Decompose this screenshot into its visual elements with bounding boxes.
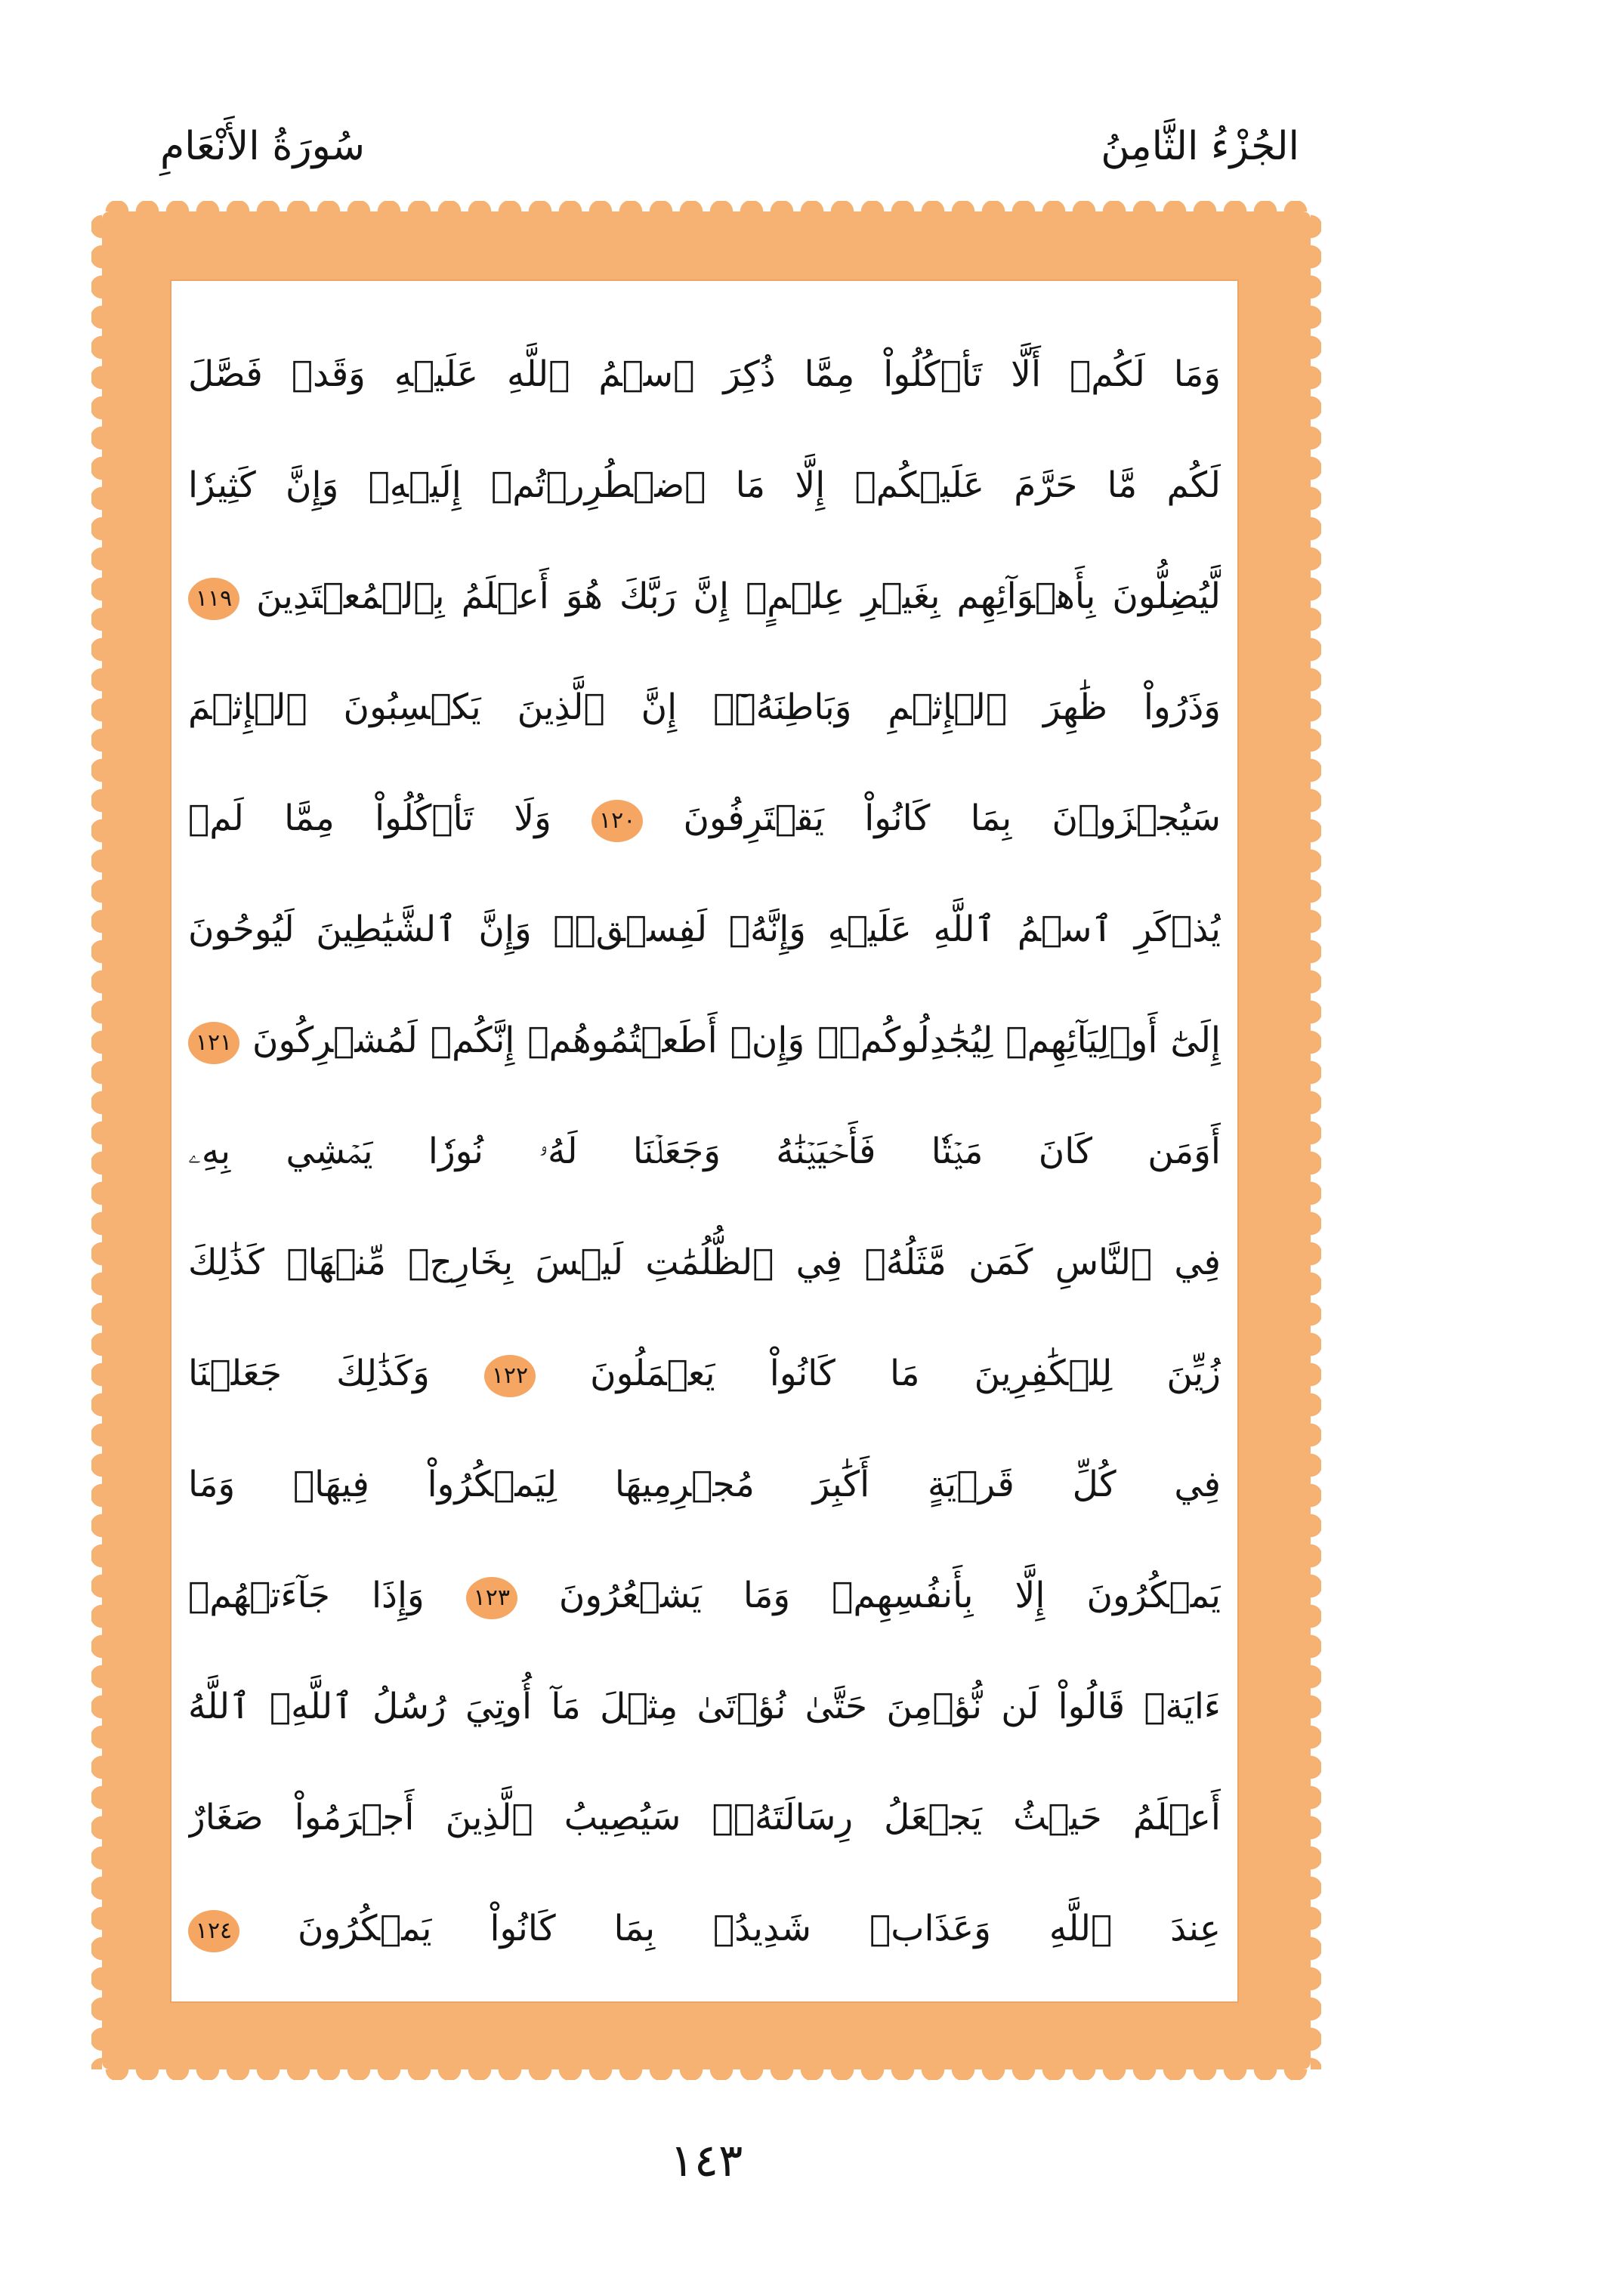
verse-text: وَمَا لَكُمۡ أَلَّا تَأۡكُلُواْ مِمَّا ذُكِرَ ٱسۡمُ ٱللَّهِ عَلَيۡهِ وَقَدۡ فَصَّلَ [188, 353, 1221, 395]
text-line [188, 1540, 1221, 1651]
text-line [188, 763, 1221, 874]
text-line [188, 1318, 1221, 1429]
frame-scallop-top [102, 201, 1311, 211]
ornamental-frame [102, 211, 1311, 2069]
verse-text: فِي ٱلنَّاسِ كَمَن مَّثَلُهُۥ فِي ٱلظُّلُمَٰتِ لَيۡسَ بِخَارِجٖ مِّنۡهَاۚ كَذَٰلِكَ [188, 1242, 1221, 1283]
verse-text: يَمۡكُرُونَ إِلَّا بِأَنفُسِهِمۡ وَمَا يَشۡعُرُونَ [558, 1575, 1221, 1616]
verse-text: لَّيُضِلُّونَ بِأَهۡوَآئِهِم بِغَيۡرِ عِلۡمٍۚ إِنَّ رَبَّكَ هُوَ أَعۡلَمُ بِٱلۡمُعۡتَدِينَ [256, 576, 1221, 617]
frame-scallop-left [91, 211, 102, 2069]
surah-title: سُورَةُ الأَنْعَامِ [160, 124, 366, 169]
text-line [188, 652, 1221, 763]
text-line [188, 1873, 1221, 1984]
verse-text: وَلَا تَأۡكُلُواْ مِمَّا لَمۡ [188, 798, 551, 839]
verse-text: سَيُجۡزَوۡنَ بِمَا كَانُواْ يَقۡتَرِفُونَ [683, 798, 1221, 839]
text-line [188, 1651, 1221, 1762]
verse-text: أَعۡلَمُ حَيۡثُ يَجۡعَلُ رِسَالَتَهُۥۗ سَيُصِيبُ ٱلَّذِينَ أَجۡرَمُواْ صَغَارٌ [188, 1797, 1221, 1838]
verse-text: فِي كُلِّ قَرۡيَةٍ أَكَٰبِرَ مُجۡرِمِيهَا لِيَمۡكُرُواْ فِيهَاۖ وَمَا [188, 1464, 1221, 1505]
juz-title: الجُزْءُ الثَّامِنُ [1101, 124, 1299, 169]
verse-text: يُذۡكَرِ ٱسۡمُ ٱللَّهِ عَلَيۡهِ وَإِنَّهُۥ لَفِسۡقٞۗ وَإِنَّ ٱلشَّيَٰطِينَ لَيُوحُونَ [188, 909, 1221, 950]
text-line [188, 430, 1221, 541]
verse-text: وَذَرُواْ ظَٰهِرَ ٱلۡإِثۡمِ وَبَاطِنَهُۥٓۚ إِنَّ ٱلَّذِينَ يَكۡسِبُونَ ٱلۡإِثۡمَ [188, 687, 1221, 728]
frame-scallop-bottom [102, 2069, 1311, 2080]
frame-scallop-right [1311, 211, 1321, 2069]
verse-number-marker: ١٢٤ [188, 1910, 239, 1952]
text-panel [171, 281, 1237, 2001]
verse-number-marker: ١٢٣ [466, 1577, 517, 1619]
verse-number-marker: ١٢١ [188, 1022, 239, 1064]
verse-text: وَكَذَٰلِكَ جَعَلۡنَا [188, 1353, 430, 1394]
verse-text: زُيِّنَ لِلۡكَٰفِرِينَ مَا كَانُواْ يَعۡمَلُونَ [590, 1353, 1221, 1394]
verse-text: وَإِذَا جَآءَتۡهُمۡ [188, 1575, 425, 1616]
text-line [188, 874, 1221, 985]
verse-text: أَوَمَن كَانَ مَيۡتٗا فَأَحۡيَيۡنَٰهُ وَجَعَلۡنَا لَهُۥ نُورٗا يَمۡشِي بِهِۦ [188, 1131, 1221, 1172]
verse-number-marker: ١١٩ [188, 578, 239, 620]
verse-text: عِندَ ٱللَّهِ وَعَذَابٞ شَدِيدُۢ بِمَا كَانُواْ يَمۡكُرُونَ [297, 1908, 1221, 1949]
verse-number-marker: ١٢٢ [484, 1355, 536, 1397]
text-line [188, 541, 1221, 652]
page-number: ١٤٣ [669, 2134, 743, 2187]
verse-text: إِلَىٰٓ أَوۡلِيَآئِهِمۡ لِيُجَٰدِلُوكُمۡۖ وَإِنۡ أَطَعۡتُمُوهُمۡ إِنَّكُمۡ لَمُشۡرِكُونَ [252, 1020, 1221, 1061]
text-line [188, 1207, 1221, 1318]
text-line [188, 319, 1221, 430]
text-line [188, 985, 1221, 1096]
verse-text: ءَايَةٞ قَالُواْ لَن نُّؤۡمِنَ حَتَّىٰ نُؤۡتَىٰ مِثۡلَ مَآ أُوتِيَ رُسُلُ ٱللَّهِۘ ٱللَّهُ [188, 1686, 1221, 1727]
verse-number-marker: ١٢٠ [591, 800, 643, 842]
text-line [188, 1429, 1221, 1540]
verse-text: لَكُم مَّا حَرَّمَ عَلَيۡكُمۡ إِلَّا مَا ٱضۡطُرِرۡتُمۡ إِلَيۡهِۗ وَإِنَّ كَثِيرٗا [188, 464, 1221, 506]
text-line [188, 1096, 1221, 1207]
text-line [188, 1762, 1221, 1873]
